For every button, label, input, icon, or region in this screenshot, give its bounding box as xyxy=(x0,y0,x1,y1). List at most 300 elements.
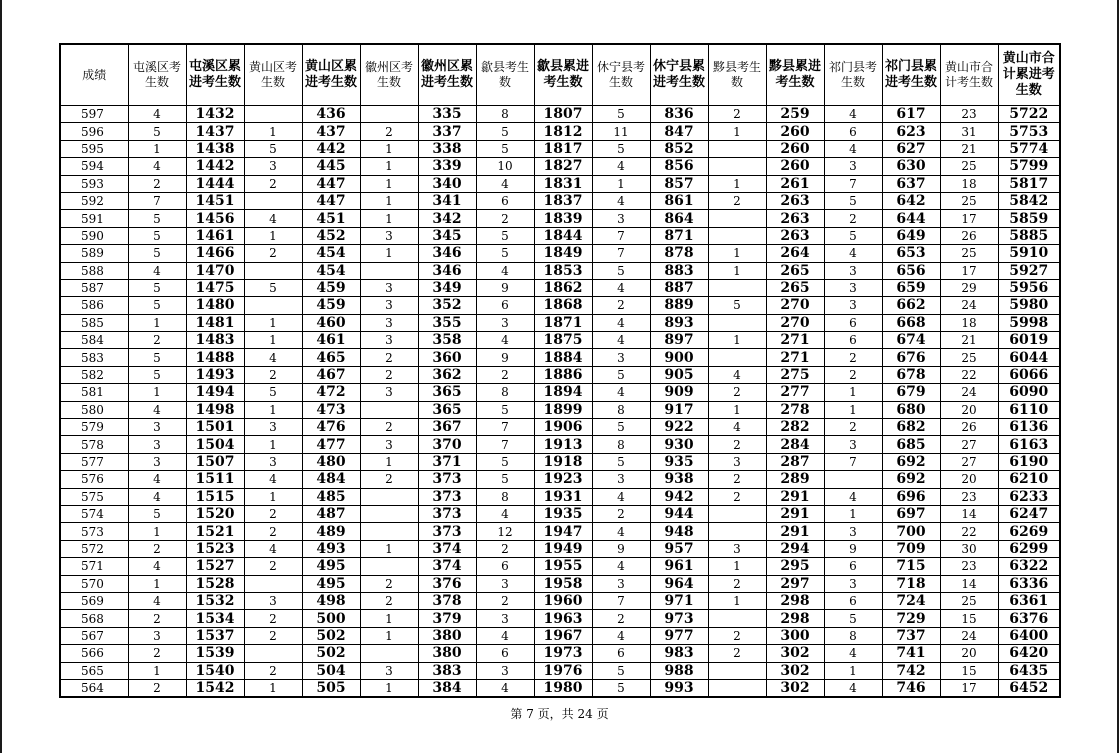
count-cell: 15 xyxy=(940,610,998,627)
cumulative-cell: 335 xyxy=(418,106,476,123)
cumulative-cell: 642 xyxy=(882,192,940,209)
cumulative-cell: 263 xyxy=(766,210,824,227)
count-cell: 24 xyxy=(940,384,998,401)
column-header: 祁门县累进考生数 xyxy=(882,44,940,106)
cumulative-cell: 340 xyxy=(418,175,476,192)
cumulative-cell: 5927 xyxy=(998,262,1060,279)
count-cell: 1 xyxy=(592,175,650,192)
count-cell: 22 xyxy=(940,523,998,540)
cumulative-cell: 1456 xyxy=(186,210,244,227)
cumulative-cell: 668 xyxy=(882,314,940,331)
count-cell: 18 xyxy=(940,314,998,331)
count-cell: 12 xyxy=(476,523,534,540)
score-cell: 594 xyxy=(60,158,128,175)
count-cell: 3 xyxy=(360,314,418,331)
table-row xyxy=(60,227,1060,244)
count-cell: 3 xyxy=(824,523,882,540)
cumulative-cell: 498 xyxy=(302,592,360,609)
cumulative-cell: 271 xyxy=(766,332,824,349)
count-cell: 1 xyxy=(360,158,418,175)
count-cell: 1 xyxy=(360,192,418,209)
count-cell xyxy=(360,645,418,662)
count-cell: 4 xyxy=(708,419,766,436)
cumulative-cell: 674 xyxy=(882,332,940,349)
cumulative-cell: 6247 xyxy=(998,505,1060,522)
count-cell: 2 xyxy=(592,610,650,627)
cumulative-cell: 302 xyxy=(766,662,824,679)
count-cell: 30 xyxy=(940,540,998,557)
count-cell: 22 xyxy=(940,366,998,383)
count-cell: 6 xyxy=(824,558,882,575)
count-cell xyxy=(708,158,766,175)
score-cell: 565 xyxy=(60,662,128,679)
count-cell: 4 xyxy=(592,558,650,575)
count-cell: 7 xyxy=(592,592,650,609)
count-cell: 3 xyxy=(824,575,882,592)
cumulative-cell: 459 xyxy=(302,297,360,314)
cumulative-cell: 460 xyxy=(302,314,360,331)
count-cell: 1 xyxy=(128,523,186,540)
count-cell: 25 xyxy=(940,192,998,209)
table-row xyxy=(60,106,1060,123)
cumulative-cell: 505 xyxy=(302,679,360,697)
score-cell: 588 xyxy=(60,262,128,279)
count-cell: 20 xyxy=(940,401,998,418)
count-cell: 2 xyxy=(244,627,302,644)
count-cell: 1 xyxy=(128,575,186,592)
cumulative-cell: 6435 xyxy=(998,662,1060,679)
cumulative-cell: 6420 xyxy=(998,645,1060,662)
count-cell: 23 xyxy=(940,488,998,505)
count-cell: 2 xyxy=(708,106,766,123)
table-row xyxy=(60,314,1060,331)
score-cell: 592 xyxy=(60,192,128,209)
table-row xyxy=(60,401,1060,418)
count-cell: 4 xyxy=(128,158,186,175)
count-cell xyxy=(244,262,302,279)
score-cell: 572 xyxy=(60,540,128,557)
cumulative-cell: 270 xyxy=(766,314,824,331)
cumulative-cell: 500 xyxy=(302,610,360,627)
cumulative-cell: 291 xyxy=(766,523,824,540)
cumulative-cell: 358 xyxy=(418,332,476,349)
column-header: 祁门县考生数 xyxy=(824,44,882,106)
cumulative-cell: 284 xyxy=(766,436,824,453)
count-cell: 6 xyxy=(824,314,882,331)
score-cell: 580 xyxy=(60,401,128,418)
cumulative-cell: 263 xyxy=(766,192,824,209)
cumulative-cell: 1807 xyxy=(534,106,592,123)
cumulative-cell: 355 xyxy=(418,314,476,331)
count-cell: 2 xyxy=(476,210,534,227)
count-cell: 2 xyxy=(708,627,766,644)
count-cell: 3 xyxy=(592,349,650,366)
cumulative-cell: 944 xyxy=(650,505,708,522)
count-cell: 2 xyxy=(824,366,882,383)
cumulative-cell: 1906 xyxy=(534,419,592,436)
score-cell: 581 xyxy=(60,384,128,401)
count-cell: 3 xyxy=(476,610,534,627)
cumulative-cell: 649 xyxy=(882,227,940,244)
table-row xyxy=(60,679,1060,697)
cumulative-cell: 1923 xyxy=(534,471,592,488)
score-table-container xyxy=(59,43,1061,698)
cumulative-cell: 656 xyxy=(882,262,940,279)
cumulative-cell: 1871 xyxy=(534,314,592,331)
cumulative-cell: 454 xyxy=(302,262,360,279)
count-cell: 5 xyxy=(476,401,534,418)
count-cell: 2 xyxy=(244,523,302,540)
cumulative-cell: 977 xyxy=(650,627,708,644)
count-cell: 5 xyxy=(592,140,650,157)
cumulative-cell: 1507 xyxy=(186,453,244,470)
cumulative-cell: 856 xyxy=(650,158,708,175)
count-cell: 6 xyxy=(476,192,534,209)
count-cell: 5 xyxy=(476,140,534,157)
cumulative-cell: 1461 xyxy=(186,227,244,244)
count-cell: 2 xyxy=(708,436,766,453)
count-cell xyxy=(360,106,418,123)
cumulative-cell: 1894 xyxy=(534,384,592,401)
cumulative-cell: 983 xyxy=(650,645,708,662)
count-cell: 3 xyxy=(244,419,302,436)
column-header: 黟县累进考生数 xyxy=(766,44,824,106)
table-row xyxy=(60,158,1060,175)
cumulative-cell: 380 xyxy=(418,627,476,644)
score-distribution-table xyxy=(59,43,1061,698)
count-cell: 5 xyxy=(592,419,650,436)
table-row xyxy=(60,436,1060,453)
column-header: 黄山区考生数 xyxy=(244,44,302,106)
count-cell: 26 xyxy=(940,419,998,436)
cumulative-cell: 1475 xyxy=(186,279,244,296)
column-header: 黟县考生数 xyxy=(708,44,766,106)
count-cell xyxy=(360,488,418,505)
count-cell: 1 xyxy=(244,227,302,244)
cumulative-cell: 935 xyxy=(650,453,708,470)
count-cell: 4 xyxy=(128,592,186,609)
cumulative-cell: 6361 xyxy=(998,592,1060,609)
count-cell: 1 xyxy=(824,505,882,522)
cumulative-cell: 6163 xyxy=(998,436,1060,453)
count-cell: 4 xyxy=(592,332,650,349)
column-header: 屯溪区累进考生数 xyxy=(186,44,244,106)
table-row xyxy=(60,419,1060,436)
count-cell: 23 xyxy=(940,558,998,575)
count-cell: 1 xyxy=(360,627,418,644)
count-cell: 6 xyxy=(824,123,882,140)
count-cell: 1 xyxy=(360,210,418,227)
count-cell: 2 xyxy=(360,471,418,488)
cumulative-cell: 889 xyxy=(650,297,708,314)
page-footer: 第 7 页，共 24 页 xyxy=(510,707,609,721)
cumulative-cell: 346 xyxy=(418,245,476,262)
count-cell xyxy=(708,210,766,227)
cumulative-cell: 362 xyxy=(418,366,476,383)
cumulative-cell: 447 xyxy=(302,175,360,192)
count-cell: 3 xyxy=(708,540,766,557)
cumulative-cell: 5722 xyxy=(998,106,1060,123)
cumulative-cell: 878 xyxy=(650,245,708,262)
count-cell: 2 xyxy=(708,471,766,488)
count-cell: 3 xyxy=(360,332,418,349)
cumulative-cell: 442 xyxy=(302,140,360,157)
cumulative-cell: 676 xyxy=(882,349,940,366)
cumulative-cell: 445 xyxy=(302,158,360,175)
cumulative-cell: 6299 xyxy=(998,540,1060,557)
cumulative-cell: 373 xyxy=(418,488,476,505)
cumulative-cell: 6322 xyxy=(998,558,1060,575)
count-cell: 7 xyxy=(128,192,186,209)
cumulative-cell: 5817 xyxy=(998,175,1060,192)
count-cell: 2 xyxy=(128,175,186,192)
cumulative-cell: 1899 xyxy=(534,401,592,418)
cumulative-cell: 447 xyxy=(302,192,360,209)
cumulative-cell: 493 xyxy=(302,540,360,557)
count-cell xyxy=(708,227,766,244)
table-row xyxy=(60,540,1060,557)
score-cell: 591 xyxy=(60,210,128,227)
count-cell xyxy=(244,645,302,662)
cumulative-cell: 1935 xyxy=(534,505,592,522)
cumulative-cell: 678 xyxy=(882,366,940,383)
count-cell: 2 xyxy=(244,505,302,522)
cumulative-cell: 6044 xyxy=(998,349,1060,366)
cumulative-cell: 1976 xyxy=(534,662,592,679)
count-cell: 3 xyxy=(708,453,766,470)
cumulative-cell: 1515 xyxy=(186,488,244,505)
cumulative-cell: 746 xyxy=(882,679,940,697)
count-cell: 27 xyxy=(940,453,998,470)
count-cell: 4 xyxy=(592,279,650,296)
count-cell: 3 xyxy=(128,453,186,470)
cumulative-cell: 700 xyxy=(882,523,940,540)
count-cell: 14 xyxy=(940,575,998,592)
cumulative-cell: 271 xyxy=(766,349,824,366)
score-cell: 595 xyxy=(60,140,128,157)
cumulative-cell: 376 xyxy=(418,575,476,592)
cumulative-cell: 275 xyxy=(766,366,824,383)
cumulative-cell: 6090 xyxy=(998,384,1060,401)
cumulative-cell: 289 xyxy=(766,471,824,488)
cumulative-cell: 6233 xyxy=(998,488,1060,505)
count-cell: 29 xyxy=(940,279,998,296)
cumulative-cell: 367 xyxy=(418,419,476,436)
count-cell: 8 xyxy=(476,384,534,401)
table-row xyxy=(60,523,1060,540)
count-cell: 1 xyxy=(128,140,186,157)
cumulative-cell: 1812 xyxy=(534,123,592,140)
count-cell: 3 xyxy=(824,279,882,296)
score-cell: 584 xyxy=(60,332,128,349)
cumulative-cell: 1537 xyxy=(186,627,244,644)
cumulative-cell: 6269 xyxy=(998,523,1060,540)
cumulative-cell: 341 xyxy=(418,192,476,209)
score-cell: 573 xyxy=(60,523,128,540)
count-cell: 3 xyxy=(824,262,882,279)
count-cell: 3 xyxy=(592,210,650,227)
cumulative-cell: 5753 xyxy=(998,123,1060,140)
count-cell xyxy=(244,575,302,592)
table-row xyxy=(60,575,1060,592)
cumulative-cell: 374 xyxy=(418,540,476,557)
count-cell: 1 xyxy=(128,662,186,679)
cumulative-cell: 971 xyxy=(650,592,708,609)
cumulative-cell: 685 xyxy=(882,436,940,453)
cumulative-cell: 265 xyxy=(766,279,824,296)
cumulative-cell: 1501 xyxy=(186,419,244,436)
cumulative-cell: 291 xyxy=(766,505,824,522)
cumulative-cell: 692 xyxy=(882,453,940,470)
cumulative-cell: 374 xyxy=(418,558,476,575)
count-cell: 5 xyxy=(708,297,766,314)
cumulative-cell: 365 xyxy=(418,384,476,401)
cumulative-cell: 379 xyxy=(418,610,476,627)
cumulative-cell: 6136 xyxy=(998,419,1060,436)
cumulative-cell: 729 xyxy=(882,610,940,627)
cumulative-cell: 1973 xyxy=(534,645,592,662)
table-row xyxy=(60,592,1060,609)
cumulative-cell: 964 xyxy=(650,575,708,592)
count-cell: 21 xyxy=(940,140,998,157)
count-cell: 25 xyxy=(940,158,998,175)
cumulative-cell: 1949 xyxy=(534,540,592,557)
cumulative-cell: 302 xyxy=(766,679,824,697)
cumulative-cell: 383 xyxy=(418,662,476,679)
count-cell: 7 xyxy=(476,419,534,436)
header-row xyxy=(60,44,1060,106)
count-cell: 2 xyxy=(360,575,418,592)
cumulative-cell: 1451 xyxy=(186,192,244,209)
table-row xyxy=(60,279,1060,296)
cumulative-cell: 263 xyxy=(766,227,824,244)
table-row xyxy=(60,366,1060,383)
count-cell: 1 xyxy=(824,401,882,418)
cumulative-cell: 277 xyxy=(766,384,824,401)
cumulative-cell: 1444 xyxy=(186,175,244,192)
cumulative-cell: 1817 xyxy=(534,140,592,157)
cumulative-cell: 451 xyxy=(302,210,360,227)
score-cell: 582 xyxy=(60,366,128,383)
cumulative-cell: 452 xyxy=(302,227,360,244)
count-cell: 1 xyxy=(244,488,302,505)
count-cell: 6 xyxy=(476,558,534,575)
count-cell: 3 xyxy=(824,436,882,453)
cumulative-cell: 623 xyxy=(882,123,940,140)
cumulative-cell: 1532 xyxy=(186,592,244,609)
cumulative-cell: 1540 xyxy=(186,662,244,679)
count-cell: 1 xyxy=(360,679,418,697)
count-cell: 2 xyxy=(244,245,302,262)
count-cell: 4 xyxy=(244,349,302,366)
count-cell: 2 xyxy=(476,592,534,609)
count-cell xyxy=(708,505,766,522)
cumulative-cell: 724 xyxy=(882,592,940,609)
count-cell: 1 xyxy=(360,175,418,192)
count-cell: 1 xyxy=(824,384,882,401)
count-cell: 4 xyxy=(824,245,882,262)
cumulative-cell: 287 xyxy=(766,453,824,470)
score-cell: 577 xyxy=(60,453,128,470)
count-cell: 5 xyxy=(592,679,650,697)
cumulative-cell: 278 xyxy=(766,401,824,418)
score-cell: 564 xyxy=(60,679,128,697)
score-cell: 587 xyxy=(60,279,128,296)
count-cell: 1 xyxy=(360,540,418,557)
cumulative-cell: 373 xyxy=(418,471,476,488)
count-cell: 18 xyxy=(940,175,998,192)
cumulative-cell: 1955 xyxy=(534,558,592,575)
cumulative-cell: 352 xyxy=(418,297,476,314)
cumulative-cell: 662 xyxy=(882,297,940,314)
cumulative-cell: 270 xyxy=(766,297,824,314)
count-cell: 4 xyxy=(592,488,650,505)
score-cell: 578 xyxy=(60,436,128,453)
count-cell: 3 xyxy=(360,279,418,296)
cumulative-cell: 282 xyxy=(766,419,824,436)
cumulative-cell: 300 xyxy=(766,627,824,644)
count-cell: 4 xyxy=(592,627,650,644)
count-cell: 5 xyxy=(128,245,186,262)
cumulative-cell: 504 xyxy=(302,662,360,679)
cumulative-cell: 6019 xyxy=(998,332,1060,349)
count-cell: 14 xyxy=(940,505,998,522)
score-cell: 570 xyxy=(60,575,128,592)
count-cell: 1 xyxy=(244,123,302,140)
cumulative-cell: 857 xyxy=(650,175,708,192)
count-cell xyxy=(708,610,766,627)
cumulative-cell: 260 xyxy=(766,158,824,175)
count-cell: 2 xyxy=(360,419,418,436)
count-cell: 2 xyxy=(824,419,882,436)
column-header: 歙县考生数 xyxy=(476,44,534,106)
count-cell: 2 xyxy=(824,210,882,227)
cumulative-cell: 1963 xyxy=(534,610,592,627)
count-cell: 2 xyxy=(360,349,418,366)
table-row xyxy=(60,662,1060,679)
cumulative-cell: 741 xyxy=(882,645,940,662)
score-cell: 585 xyxy=(60,314,128,331)
cumulative-cell: 948 xyxy=(650,523,708,540)
count-cell xyxy=(708,679,766,697)
table-row xyxy=(60,192,1060,209)
count-cell: 4 xyxy=(824,140,882,157)
count-cell: 4 xyxy=(128,262,186,279)
count-cell: 26 xyxy=(940,227,998,244)
cumulative-cell: 477 xyxy=(302,436,360,453)
count-cell: 4 xyxy=(592,192,650,209)
cumulative-cell: 436 xyxy=(302,106,360,123)
cumulative-cell: 1480 xyxy=(186,297,244,314)
cumulative-cell: 709 xyxy=(882,540,940,557)
cumulative-cell: 1960 xyxy=(534,592,592,609)
score-cell: 575 xyxy=(60,488,128,505)
cumulative-cell: 342 xyxy=(418,210,476,227)
count-cell: 1 xyxy=(708,401,766,418)
table-row xyxy=(60,245,1060,262)
count-cell: 24 xyxy=(940,627,998,644)
cumulative-cell: 265 xyxy=(766,262,824,279)
count-cell: 2 xyxy=(244,662,302,679)
count-cell: 6 xyxy=(476,297,534,314)
cumulative-cell: 905 xyxy=(650,366,708,383)
cumulative-cell: 6452 xyxy=(998,679,1060,697)
score-cell: 593 xyxy=(60,175,128,192)
cumulative-cell: 373 xyxy=(418,523,476,540)
cumulative-cell: 346 xyxy=(418,262,476,279)
cumulative-cell: 1521 xyxy=(186,523,244,540)
count-cell: 23 xyxy=(940,106,998,123)
